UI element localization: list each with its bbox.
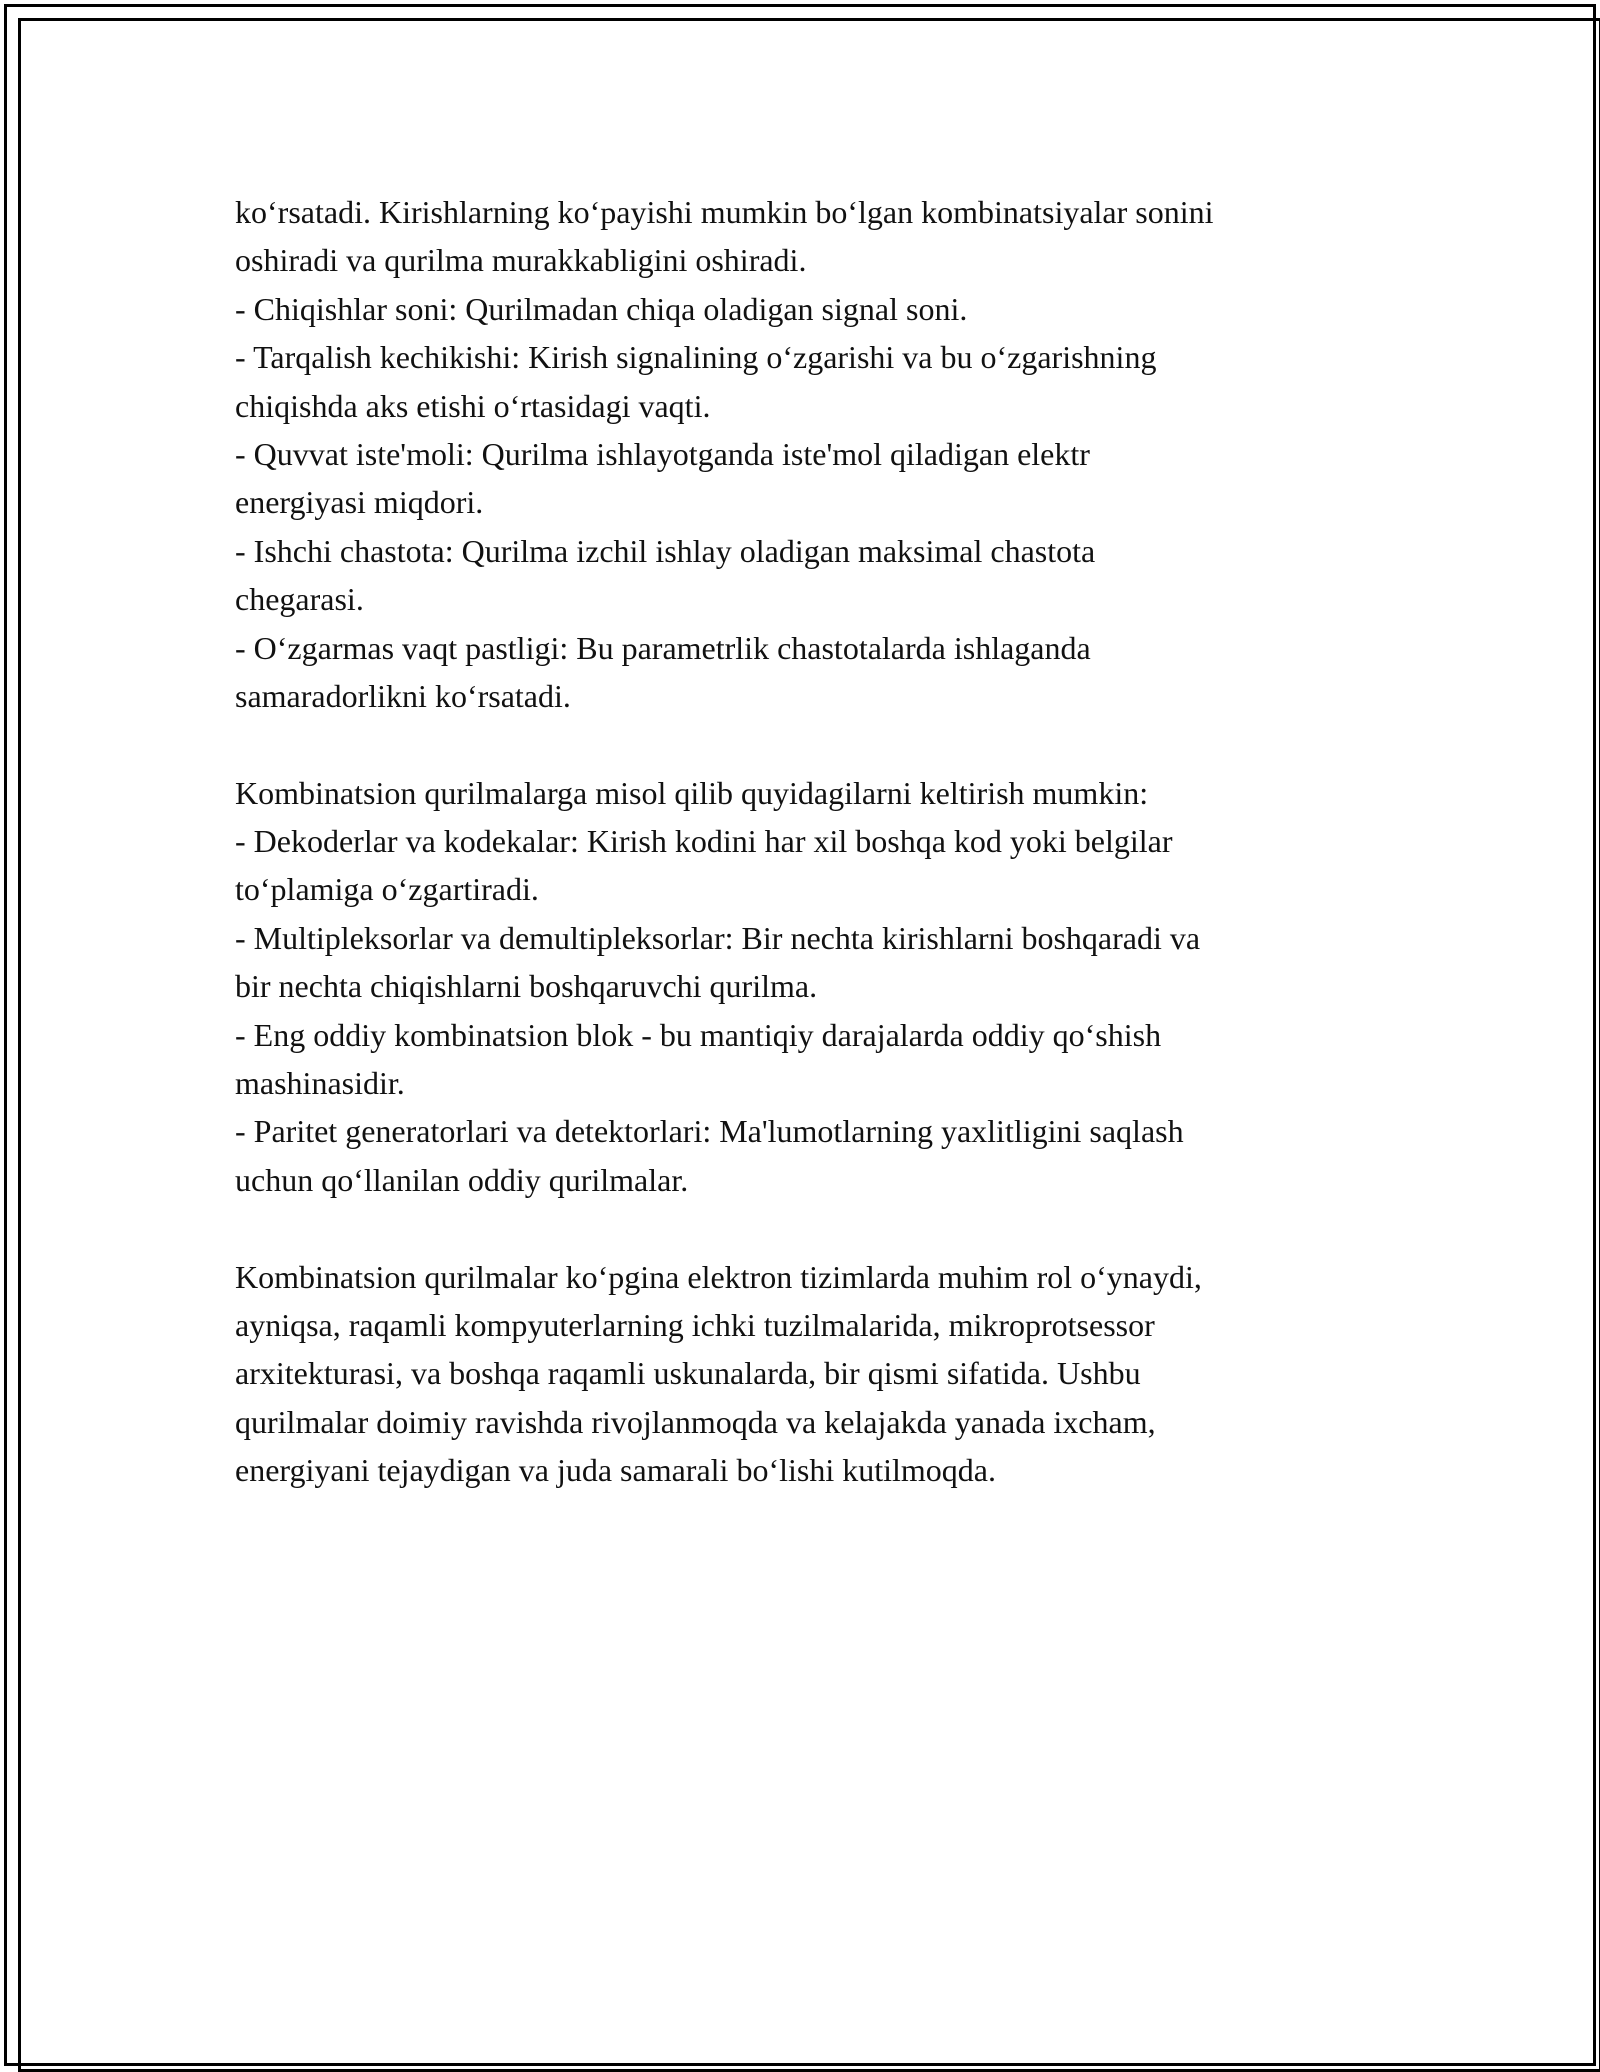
text-line: oshiradi va qurilma murakkabligini oshiradi. <box>235 242 807 279</box>
list-item: - Multipleksorlar va demultipleksorlar: Bir nechta kirishlarni boshqaradi va <box>235 919 1201 956</box>
text-line: mashinasidir. <box>235 1065 405 1102</box>
paragraph-examples <box>235 769 1385 1205</box>
text-line: chiqishda aks etishi o‘rtasidagi vaqti. <box>235 387 711 424</box>
paragraph-conclusion <box>235 1253 1385 1495</box>
text-line: Kombinatsion qurilmalar ko‘pgina elektron tizimlarda muhim rol o‘ynaydi, <box>235 1258 1202 1295</box>
text-line: Kombinatsion qurilmalarga misol qilib quyidagilarni keltirish mumkin: <box>235 774 1149 811</box>
text-line: bir nechta chiqishlarni boshqaruvchi qurilma. <box>235 968 818 1005</box>
paragraph-gap <box>235 1204 1385 1252</box>
paragraph-parameters <box>235 188 1385 720</box>
text-line: uchun qo‘llanilan oddiy qurilmalar. <box>235 1161 689 1198</box>
text-line: qurilmalar doimiy ravishda rivojlanmoqda va kelajakda yanada ixcham, <box>235 1403 1156 1440</box>
text-line: energiyani tejaydigan va juda samarali bo‘lishi kutilmoqda. <box>235 1452 996 1489</box>
list-item: - Chiqishlar soni: Qurilmadan chiqa oladigan signal soni. <box>235 290 968 327</box>
text-line: to‘plamiga o‘zgartiradi. <box>235 871 539 908</box>
list-item: - O‘zgarmas vaqt pastligi: Bu parametrlik chastotalarda ishlaganda <box>235 629 1091 666</box>
list-item: - Quvvat iste'moli: Qurilma ishlayotganda iste'mol qiladigan elektr <box>235 435 1090 472</box>
text-line: ko‘rsatadi. Kirishlarning ko‘payishi mumkin bo‘lgan kombinatsiyalar sonini <box>235 194 1214 230</box>
text-line: samaradorlikni ko‘rsatadi. <box>235 677 571 714</box>
list-item: - Paritet generatorlari va detektorlari: Ma'lumotlarning yaxlitligini saqlash <box>235 1113 1184 1150</box>
list-item: - Tarqalish kechikishi: Kirish signalining o‘zgarishi va bu o‘zgarishning <box>235 339 1157 376</box>
text-line: arxitekturasi, va boshqa raqamli uskunalarda, bir qismi sifatida. Ushbu <box>235 1355 1141 1392</box>
document-body <box>235 188 1385 1495</box>
text-line: chegarasi. <box>235 581 364 618</box>
list-item: - Dekoderlar va kodekalar: Kirish kodini har xil boshqa kod yoki belgilar <box>235 823 1173 860</box>
paragraph-gap <box>235 720 1385 768</box>
list-item: - Eng oddiy kombinatsion blok - bu mantiqiy darajalarda oddiy qo‘shish <box>235 1016 1162 1053</box>
list-item: - Ishchi chastota: Qurilma izchil ishlay oladigan maksimal chastota <box>235 532 1096 569</box>
text-line: ayniqsa, raqamli kompyuterlarning ichki tuzilmalarida, mikroprotsessor <box>235 1306 1155 1343</box>
text-line: energiyasi miqdori. <box>235 484 484 521</box>
